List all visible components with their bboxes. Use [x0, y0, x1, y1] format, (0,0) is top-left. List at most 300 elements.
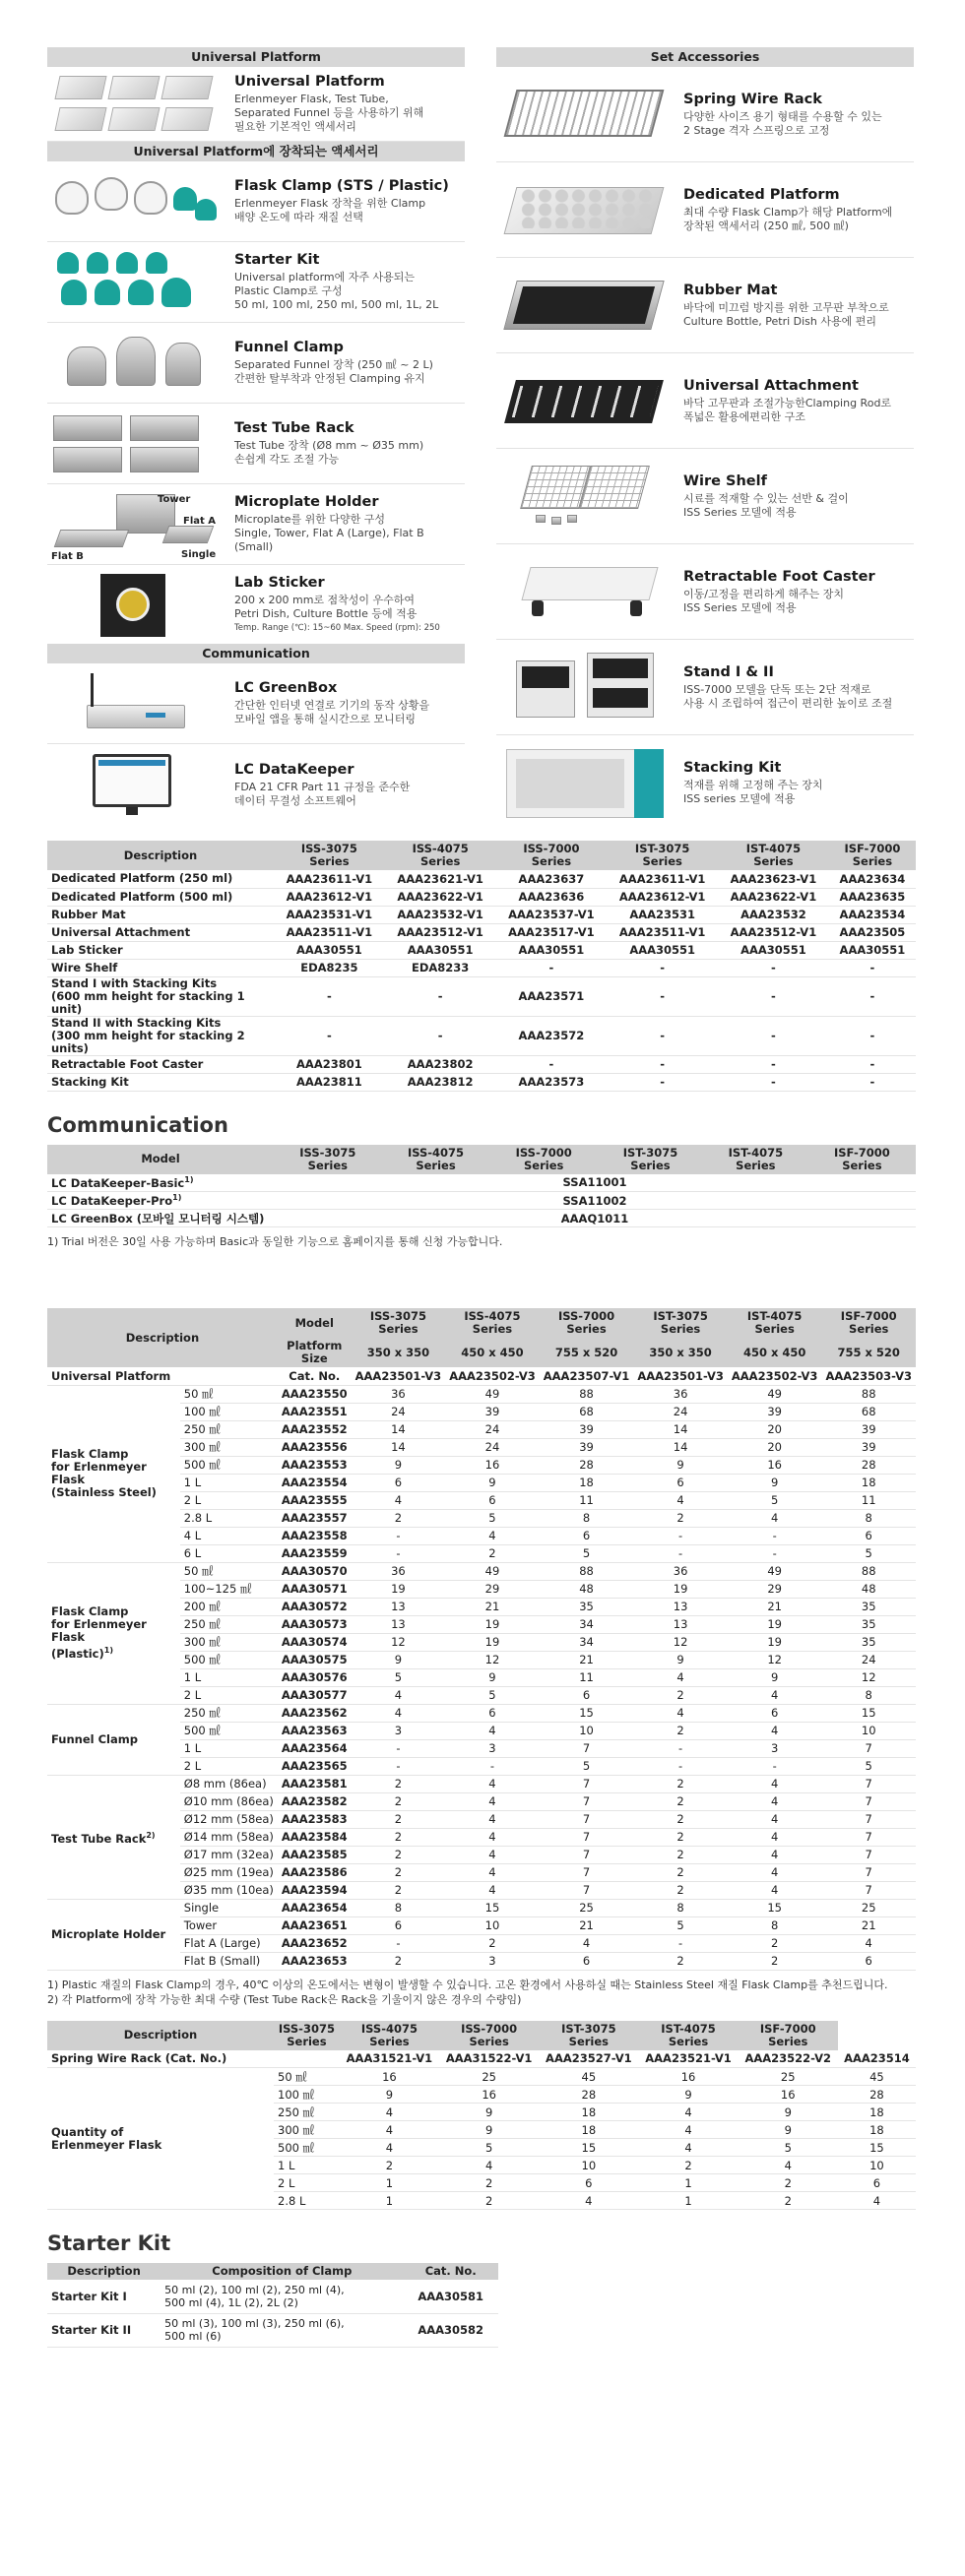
cat-no-cell: AAA23556	[278, 1438, 352, 1456]
communication-table	[47, 1145, 916, 1228]
quantity-cell: 6	[728, 1704, 822, 1722]
quantity-cell: 2	[728, 1952, 822, 1970]
quantity-cell: 9	[739, 2121, 838, 2139]
quantity-cell: 8	[352, 1899, 446, 1916]
quantity-cell: 2	[352, 1863, 446, 1881]
size-cell: 1 L	[180, 1474, 278, 1491]
quantity-cell: 39	[540, 1438, 634, 1456]
footnote-marker: 1)	[103, 1646, 113, 1656]
greenbox-image	[47, 669, 221, 738]
column-header: 755 x 520	[821, 1338, 916, 1367]
cat-no-cell: -	[385, 1016, 496, 1055]
size-cell: 2.8 L	[274, 2192, 340, 2210]
table-row	[47, 2280, 498, 2313]
cat-no-cell: AAA23505	[829, 923, 916, 941]
quantity-cell: 48	[821, 1580, 916, 1598]
wire-shelf-item	[496, 449, 914, 544]
cat-no-cell: AAA30551	[829, 941, 916, 959]
group-name: Flask Clamp for Erlenmeyer Flask (Plastic)	[51, 1604, 147, 1661]
row-label: Dedicated Platform (500 ml)	[47, 888, 274, 906]
quantity-cell: 7	[821, 1739, 916, 1757]
quantity-cell: 16	[439, 2086, 539, 2104]
quantity-cell: 24	[821, 1651, 916, 1668]
rubber-mat-image	[496, 271, 670, 340]
quantity-cell: 9	[445, 1474, 540, 1491]
quantity-cell: 11	[821, 1491, 916, 1509]
quantity-cell: 4	[340, 2139, 439, 2157]
quantity-cell: 6	[352, 1916, 446, 1934]
model-label: LC DataKeeper-Pro	[51, 1193, 173, 1208]
quantity-cell: 2	[633, 1686, 728, 1704]
quantity-cell: 2	[633, 1775, 728, 1792]
quantity-cell: 1	[340, 2192, 439, 2210]
quantity-cell: 7	[821, 1881, 916, 1899]
label-flat-b: Flat B	[51, 550, 84, 562]
item-title: Funnel Clamp	[234, 340, 344, 355]
quantity-cell: 2	[633, 1810, 728, 1828]
cat-no-cell: AAA30551	[607, 941, 718, 959]
cat-no-cell: AAA23502-V3	[728, 1367, 822, 1385]
cat-no-cell: AAA23802	[385, 1055, 496, 1073]
cat-no-cell: EDA8233	[385, 959, 496, 976]
quantity-cell: 20	[728, 1438, 822, 1456]
quantity-cell: -	[352, 1757, 446, 1775]
quantity-cell: 9	[439, 2121, 539, 2139]
quantity-cell: 4	[638, 2104, 738, 2121]
quantity-cell: 14	[352, 1438, 446, 1456]
item-desc: 바닥에 미끄럼 방지를 위한 고무판 부착으로 Culture Bottle, Petri Dish 사용에 편리	[683, 300, 889, 328]
quantity-cell: 15	[728, 1899, 822, 1916]
quantity-cell: 6	[821, 1527, 916, 1544]
quantity-cell: 5	[445, 1509, 540, 1527]
quantity-cell: 21	[445, 1598, 540, 1615]
communication-header: Communication	[47, 644, 465, 663]
column-header: Platform Size	[278, 1338, 352, 1367]
cat-no-cell: AAA23634	[829, 870, 916, 888]
quantity-cell: 88	[540, 1385, 634, 1403]
quantity-cell: 68	[821, 1403, 916, 1420]
size-cell: Ø25 mm (19ea)	[180, 1863, 278, 1881]
quantity-cell: 2	[352, 1846, 446, 1863]
quantity-cell: 18	[821, 1474, 916, 1491]
item-desc: 시료를 적재할 수 있는 선반 & 걸이 ISS Series 모델에 적용	[683, 491, 849, 519]
column-header: 350 x 350	[633, 1338, 728, 1367]
quantity-cell: 2	[638, 2157, 738, 2174]
funnel-clamp-image	[47, 329, 221, 398]
quantity-cell: 11	[540, 1668, 634, 1686]
footnote-marker: 1)	[172, 1193, 182, 1203]
cat-no-cell: AAA23611-V1	[607, 870, 718, 888]
quantity-cell: 2	[445, 1544, 540, 1562]
quantity-cell: 16	[340, 2068, 439, 2086]
quantity-cell: 12	[445, 1651, 540, 1668]
quantity-cell: -	[352, 1934, 446, 1952]
item-spec: Temp. Range (℃): 15~60 Max. Speed (rpm): 250	[234, 623, 440, 633]
cat-no-cell: -	[718, 1073, 829, 1091]
table-row	[47, 1899, 916, 1916]
row-label: Dedicated Platform (250 ml)	[47, 870, 274, 888]
label-flat-a: Flat A	[183, 515, 217, 527]
size-cell: 2 L	[180, 1686, 278, 1704]
cat-no-cell: AAA23653	[278, 1952, 352, 1970]
column-header: ISS-7000 Series	[496, 841, 608, 870]
quantity-cell: 9	[638, 2086, 738, 2104]
model-name	[47, 1210, 274, 1227]
quantity-cell: 4	[728, 1863, 822, 1881]
cat-no-cell: -	[718, 959, 829, 976]
cat-no-cell: AAA23651	[278, 1916, 352, 1934]
cat-no-cell: AAA23511-V1	[274, 923, 385, 941]
group-label	[47, 1704, 180, 1775]
spring-wire-rack-image	[496, 80, 670, 149]
table-row	[47, 1775, 916, 1792]
quantity-cell: 4	[838, 2192, 916, 2210]
quantity-cell: 9	[352, 1456, 446, 1474]
cat-no-cell: EDA8235	[274, 959, 385, 976]
column-header: IST-4075 Series	[718, 841, 829, 870]
datakeeper-image	[47, 750, 221, 819]
quantity-cell: 9	[633, 1651, 728, 1668]
quantity-cell: 36	[352, 1562, 446, 1580]
quantity-cell: 3	[352, 1722, 446, 1739]
quantity-cell: 35	[821, 1615, 916, 1633]
quantity-cell: 39	[445, 1403, 540, 1420]
cat-no-cell: AAA23812	[385, 1073, 496, 1091]
cat-no-cell: -	[829, 1016, 916, 1055]
quantity-cell: 8	[821, 1509, 916, 1527]
table-row	[47, 923, 916, 941]
table-row	[47, 2313, 498, 2347]
quantity-cell: 18	[838, 2104, 916, 2121]
size-cell: 500 ㎖	[180, 1651, 278, 1668]
quantity-cell: 29	[445, 1580, 540, 1598]
item-title: Rubber Mat	[683, 282, 778, 298]
quantity-cell: 34	[540, 1633, 634, 1651]
quantity-cell: 4	[728, 1792, 822, 1810]
table-row	[47, 1016, 916, 1055]
quantity-cell: 88	[821, 1385, 916, 1403]
size-cell: 2 L	[274, 2174, 340, 2192]
cat-no-cell: AAA23654	[278, 1899, 352, 1916]
cat-no-label: Cat. No.	[278, 1367, 352, 1385]
column-header: ISF-7000 Series	[739, 2021, 838, 2050]
quantity-cell: 88	[821, 1562, 916, 1580]
item-desc: Erlenmeyer Flask, Test Tube, Separated Funnel 등을 사용하기 위해 필요한 기본적인 액세서리	[234, 93, 424, 133]
quantity-cell: 15	[838, 2139, 916, 2157]
quantity-cell: 6	[540, 1952, 634, 1970]
flask-clamp-item	[47, 161, 465, 242]
quantity-cell: 5	[821, 1757, 916, 1775]
quantity-cell: 6	[838, 2174, 916, 2192]
row-label: Rubber Mat	[47, 906, 274, 923]
quantity-cell: 13	[352, 1615, 446, 1633]
cat-no-cell: AAA23559	[278, 1544, 352, 1562]
platform-notes: 1) Plastic 재질의 Flask Clamp의 경우, 40℃ 이상의 온도에서는 변형이 발생할 수 있습니다. 고온 환경에서 사용하실 때는 Stainless Steel 재질 Flask Clamp를 추천드립니다. 2) 각 Platform에 장착 가능한 최대 수량 (Test Tube Rack은 Rack을 기울이지 않은 경우의 수량임)	[47, 1978, 888, 2006]
cat-no-cell: AAA30551	[496, 941, 608, 959]
size-cell: 200 ㎖	[180, 1598, 278, 1615]
cat-no-cell: -	[607, 976, 718, 1016]
quantity-cell: -	[728, 1527, 822, 1544]
cat-no-cell: AAA23552	[278, 1420, 352, 1438]
quantity-cell: 4	[728, 1810, 822, 1828]
quantity-cell: 7	[540, 1739, 634, 1757]
quantity-cell: 2	[445, 1934, 540, 1952]
row-label: Spring Wire Rack (Cat. No.)	[47, 2050, 340, 2068]
quantity-cell: 13	[352, 1598, 446, 1615]
quantity-cell: 45	[539, 2068, 638, 2086]
quantity-cell: 4	[352, 1704, 446, 1722]
quantity-cell: 2	[633, 1509, 728, 1527]
quantity-cell: 14	[633, 1420, 728, 1438]
group-label: Quantity of Erlenmeyer Flask	[47, 2068, 274, 2210]
quantity-cell: 6	[352, 1474, 446, 1491]
item-desc: Separated Funnel 장착 (250 ㎖ ~ 2 L) 간편한 탈부착과 안정된 Clamping 유지	[234, 358, 433, 385]
cat-no-cell: AAA23551	[278, 1403, 352, 1420]
quantity-cell: -	[352, 1544, 446, 1562]
quantity-cell: -	[633, 1739, 728, 1757]
set-accessories-header: Set Accessories	[496, 47, 914, 67]
cat-no-cell: AAA23636	[496, 888, 608, 906]
quantity-cell: 6	[445, 1491, 540, 1509]
item-title: Lab Sticker	[234, 575, 325, 591]
stacking-kit-image	[496, 749, 670, 818]
quantity-cell: 3	[445, 1952, 540, 1970]
quantity-cell: 4	[445, 1810, 540, 1828]
quantity-cell: 4	[445, 1863, 540, 1881]
footnote-marker: 1)	[184, 1174, 194, 1184]
quantity-cell: 7	[821, 1810, 916, 1828]
model-name	[47, 1192, 274, 1210]
cat-no-cell: -	[274, 1016, 385, 1055]
quantity-cell: 36	[633, 1385, 728, 1403]
quantity-cell: 7	[821, 1775, 916, 1792]
cat-no-cell: AAA23531	[607, 906, 718, 923]
size-cell: 250 ㎖	[180, 1704, 278, 1722]
table-row	[47, 2050, 916, 2068]
quantity-cell: 18	[540, 1474, 634, 1491]
cat-no-cell: AAA31522-V1	[439, 2050, 539, 2068]
size-cell: 100~125 ㎖	[180, 1580, 278, 1598]
item-title: Stacking Kit	[683, 760, 782, 776]
quantity-cell: 2	[633, 1792, 728, 1810]
group-label	[47, 1385, 180, 1562]
quantity-cell: 4	[439, 2157, 539, 2174]
quantity-cell: 8	[821, 1686, 916, 1704]
quantity-cell: 10	[838, 2157, 916, 2174]
cat-no-cell: AAA30551	[274, 941, 385, 959]
quantity-cell: 5	[540, 1757, 634, 1775]
quantity-cell: 24	[445, 1438, 540, 1456]
size-cell: 4 L	[180, 1527, 278, 1544]
size-cell: 1 L	[274, 2157, 340, 2174]
quantity-cell: 15	[445, 1899, 540, 1916]
quantity-cell: 19	[633, 1580, 728, 1598]
quantity-cell: 18	[838, 2121, 916, 2139]
quantity-cell: 19	[352, 1580, 446, 1598]
quantity-cell: -	[728, 1757, 822, 1775]
column-header: ISS-4075 Series	[382, 1145, 490, 1174]
column-header: ISF-7000 Series	[821, 1308, 916, 1338]
table-row	[47, 888, 916, 906]
quantity-cell: 7	[540, 1775, 634, 1792]
quantity-cell: 18	[539, 2121, 638, 2139]
size-cell: 500 ㎖	[180, 1722, 278, 1739]
item-desc: FDA 21 CFR Part 11 규정을 준수한 데이터 무결성 소프트웨어	[234, 780, 411, 807]
table-row	[47, 1562, 916, 1580]
microplate-holder-image	[47, 490, 221, 562]
cat-no-cell: AAA30577	[278, 1686, 352, 1704]
starter-kit-title: Starter Kit	[47, 2231, 171, 2255]
cat-no-cell: AAA23501-V3	[352, 1367, 446, 1385]
footnote-marker: 2)	[146, 1830, 156, 1840]
cat-no-cell: AAA23565	[278, 1757, 352, 1775]
cat-no-cell: AAA23555	[278, 1491, 352, 1509]
size-cell: Ø10 mm (86ea)	[180, 1792, 278, 1810]
column-header: ISF-7000 Series	[808, 1145, 916, 1174]
flask-clamp-image	[47, 167, 221, 236]
table-row	[47, 1174, 916, 1192]
quantity-cell: 10	[540, 1722, 634, 1739]
wire-shelf-image	[496, 462, 670, 531]
universal-platform-header: Universal Platform	[47, 47, 465, 67]
cat-no-cell: AAA23503-V3	[821, 1367, 916, 1385]
column-header: ISS-3075 Series	[274, 1145, 382, 1174]
column-header: Cat. No.	[403, 2263, 498, 2280]
quantity-cell: 5	[633, 1916, 728, 1934]
quantity-cell: 16	[728, 1456, 822, 1474]
communication-note: 1) Trial 버전은 30일 사용 가능하며 Basic과 동일한 기능으로 홈페이지를 통해 신청 가능합니다.	[47, 1235, 503, 1248]
cat-no-cell: -	[496, 959, 608, 976]
table-row	[47, 1055, 916, 1073]
quantity-cell: 6	[539, 2174, 638, 2192]
row-label: Lab Sticker	[47, 941, 274, 959]
item-title: Universal Attachment	[683, 377, 859, 394]
column-header: IST-3075 Series	[539, 2021, 638, 2050]
accessory-header: Universal Platform에 장착되는 액세서리	[47, 142, 465, 161]
cat-no-cell: -	[607, 1073, 718, 1091]
model-name	[47, 1174, 274, 1192]
quantity-cell: 4	[728, 1775, 822, 1792]
cat-no-cell: AAA30582	[403, 2313, 498, 2347]
item-desc: 200 x 200 mm로 점착성이 우수하여 Petri Dish, Culture Bottle 등에 적용	[234, 594, 418, 620]
cat-no-cell: AAA30572	[278, 1598, 352, 1615]
cat-no-cell: AAA30576	[278, 1668, 352, 1686]
column-header: 350 x 350	[352, 1338, 446, 1367]
quantity-cell: 49	[445, 1385, 540, 1403]
cat-no-cell: -	[718, 1055, 829, 1073]
cat-no-cell: AAA23582	[278, 1792, 352, 1810]
table-row	[47, 959, 916, 976]
cat-no-cell: -	[829, 1073, 916, 1091]
item-desc: 바닥 고무판과 조절가능한Clamping Rod로 폭넓은 활용에편리한 구조	[683, 396, 892, 423]
quantity-cell: 9	[739, 2104, 838, 2121]
size-cell: Ø35 mm (10ea)	[180, 1881, 278, 1899]
quantity-cell: 21	[821, 1916, 916, 1934]
row-label: Universal Attachment	[47, 923, 274, 941]
column-header: 450 x 450	[445, 1338, 540, 1367]
stacking-kit-item	[496, 735, 914, 831]
cat-no-cell: AAA23517-V1	[496, 923, 608, 941]
quantity-cell: 18	[539, 2104, 638, 2121]
column-header: Model	[278, 1308, 352, 1338]
quantity-cell: 7	[821, 1863, 916, 1881]
quantity-cell: 5	[728, 1491, 822, 1509]
size-cell: 6 L	[180, 1544, 278, 1562]
table-row	[47, 906, 916, 923]
cat-no-cell: AAA23622-V1	[385, 888, 496, 906]
cat-no-cell: AAA23522-V2	[739, 2050, 838, 2068]
quantity-cell: -	[352, 1527, 446, 1544]
cat-no-cell: AAA23512-V1	[718, 923, 829, 941]
quantity-cell: 2	[352, 1952, 446, 1970]
table-row	[47, 1704, 916, 1722]
quantity-cell: 4	[633, 1491, 728, 1509]
universal-platform-image	[47, 70, 221, 139]
size-cell: 300 ㎖	[274, 2121, 340, 2139]
quantity-cell: 88	[540, 1562, 634, 1580]
quantity-cell: 5	[439, 2139, 539, 2157]
quantity-cell: 2	[352, 1810, 446, 1828]
accessory-overview	[47, 47, 916, 831]
size-cell: 300 ㎖	[180, 1633, 278, 1651]
quantity-cell: 2	[352, 1828, 446, 1846]
quantity-cell: 2	[439, 2192, 539, 2210]
column-header: ISS-3075 Series	[274, 841, 385, 870]
foot-caster-item	[496, 544, 914, 640]
universal-attachment-image	[496, 366, 670, 435]
row-label: Stand I with Stacking Kits (600 mm height for stacking 1 unit)	[47, 976, 274, 1016]
cat-no-cell: AAA23521-V1	[638, 2050, 738, 2068]
quantity-cell: 39	[821, 1420, 916, 1438]
item-desc: 적재를 위해 고정해 주는 장치 ISS series 모델에 적용	[683, 779, 823, 805]
quantity-cell: 9	[728, 1668, 822, 1686]
quantity-cell: 19	[728, 1615, 822, 1633]
item-desc: Erlenmeyer Flask 장착을 위한 Clamp 배양 온도에 따라 재질 선택	[234, 197, 426, 223]
quantity-cell: 4	[445, 1527, 540, 1544]
model-label: LC DataKeeper-Basic	[51, 1175, 185, 1190]
cat-no-cell: AAA23511-V1	[607, 923, 718, 941]
cat-no-cell: AAA23594	[278, 1881, 352, 1899]
quantity-cell: 25	[540, 1899, 634, 1916]
quantity-cell: 7	[821, 1846, 916, 1863]
quantity-cell: 4	[739, 2157, 838, 2174]
item-desc: 간단한 인터넷 연결로 기기의 동작 상황을 모바일 앱을 통해 실시간으로 모니터링	[234, 699, 430, 725]
header-row	[47, 1308, 916, 1338]
group-label	[47, 1562, 180, 1704]
size-cell: Ø17 mm (32ea)	[180, 1846, 278, 1863]
item-title: Spring Wire Rack	[683, 91, 822, 107]
cat-no-cell: AAA23612-V1	[607, 888, 718, 906]
quantity-cell: 4	[633, 1704, 728, 1722]
cat-no-cell: AAA23623-V1	[718, 870, 829, 888]
row-label: Retractable Foot Caster	[47, 1055, 274, 1073]
quantity-cell: 68	[540, 1403, 634, 1420]
quantity-cell: 9	[445, 1668, 540, 1686]
quantity-cell: 2	[633, 1881, 728, 1899]
size-cell: 50 ㎖	[180, 1562, 278, 1580]
cat-no-cell: AAA23811	[274, 1073, 385, 1091]
group-label	[47, 1899, 180, 1970]
cat-no-cell: AAA23534	[829, 906, 916, 923]
cat-no-cell: -	[829, 959, 916, 976]
quantity-cell: 45	[838, 2068, 916, 2086]
cat-no-cell: AAA30571	[278, 1580, 352, 1598]
quantity-cell: 5	[540, 1544, 634, 1562]
column-header: Description	[47, 2263, 161, 2280]
row-label: Wire Shelf	[47, 959, 274, 976]
quantity-cell: 3	[728, 1739, 822, 1757]
quantity-cell: 9	[633, 1456, 728, 1474]
